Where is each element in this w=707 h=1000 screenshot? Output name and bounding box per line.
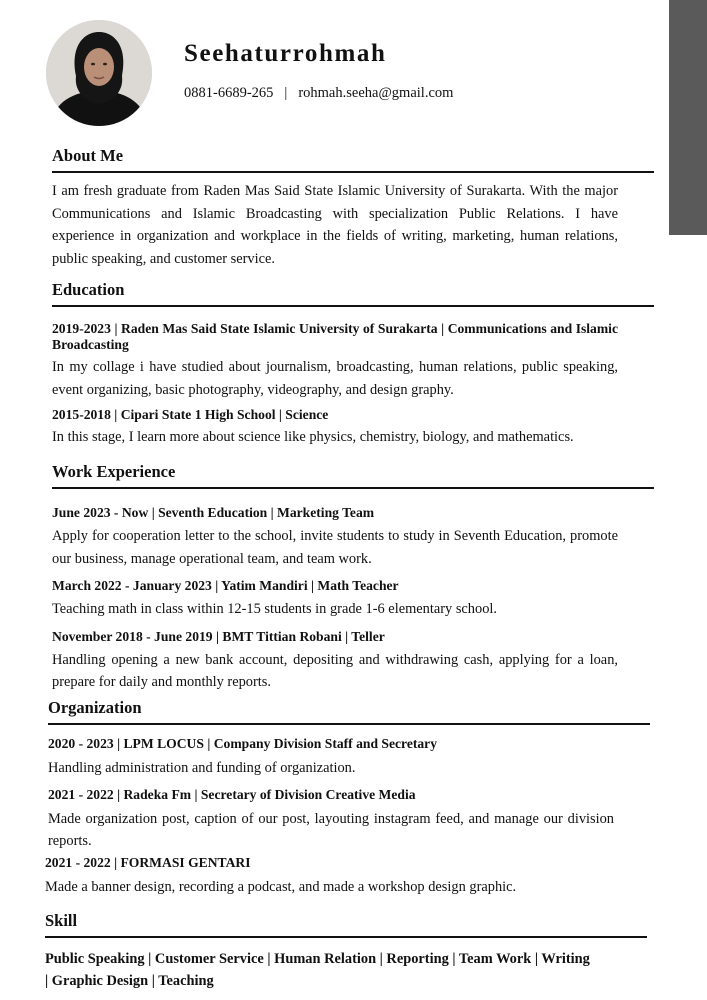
work-entry-title: June 2023 - Now | Seventh Education | Marketing Team [52, 505, 375, 520]
organization-entry-description: Handling administration and funding of organization. [48, 760, 356, 776]
education-entry-description: In my collage i have studied about journalism, broadcasting, human relations, public speaking, event organizing, basic photography, videography, and design graphy. [52, 359, 618, 398]
organization-entry-title: 2021 - 2022 | FORMASI GENTARI [45, 854, 251, 870]
about-text: I am fresh graduate from Raden Mas Said State Islamic University of Surakarta. With the major Communications and Islamic Broadcasting with specialization Public Relations. I have experience in organization and workplace in the fields of writing, marketing, human relations, public speaking, and customer service. [52, 183, 618, 267]
education-section [52, 280, 654, 449]
work-entry-title: March 2022 - January 2023 | Yatim Mandiri | Math Teacher [52, 578, 399, 593]
profile-photo [46, 20, 152, 126]
skill-section [45, 911, 647, 992]
education-entry-title: 2019-2023 | Raden Mas Said State Islamic University of Surakarta | Communications and Islamic Broadcasting [52, 321, 618, 352]
organization-entry-title: 2021 - 2022 | Radeka Fm | Secretary of Division Creative Media [48, 786, 416, 802]
education-entry-title: 2015-2018 | Cipari State 1 High School | Science [52, 407, 329, 422]
work-entry-description: Apply for cooperation letter to the school, invite students to study in Seventh Education, promote our business, manage operational team, and team work. [52, 528, 618, 567]
organization-entry-description: Made a banner design, recording a podcast, and made a workshop design graphic. [45, 878, 517, 895]
contact-info [184, 85, 453, 102]
section-heading-organization: Organization [48, 698, 650, 725]
contact-separator: | [284, 85, 288, 101]
organization-section [45, 698, 650, 898]
work-entry-description: Teaching math in class within 12-15 students in grade 1-6 elementary school. [52, 601, 497, 617]
organization-entry-description: Made organization post, caption of our post, layouting instagram feed, and manage our division reports. [48, 810, 614, 849]
email-address: rohmah.seeha@gmail.com [298, 85, 454, 101]
section-heading-work: Work Experience [52, 462, 654, 489]
section-heading-about: About Me [52, 146, 654, 173]
skills-list-line: Public Speaking | Customer Service | Human Relation | Reporting | Team Work | Writing [45, 951, 590, 967]
phone-number: 0881-6689-265 [184, 85, 274, 101]
organization-entry-title: 2020 - 2023 | LPM LOCUS | Company Division Staff and Secretary [48, 736, 438, 751]
education-entry-description: In this stage, I learn more about science like physics, chemistry, biology, and mathematics. [52, 429, 574, 445]
section-heading-skill: Skill [45, 911, 647, 938]
person-portrait-icon [46, 20, 152, 126]
section-heading-education: Education [52, 280, 654, 307]
work-experience-section [52, 462, 654, 694]
work-entry-title: November 2018 - June 2019 | BMT Tittian Robani | Teller [52, 628, 385, 644]
skills-list-line: | Graphic Design | Teaching [45, 973, 214, 989]
about-section [52, 146, 654, 270]
candidate-name: Seehaturrohmah [184, 40, 387, 67]
work-entry-description: Handling opening a new bank account, depositing and withdrawing cash, applying for a loan, prepare for daily and monthly reports. [52, 651, 618, 690]
scrollbar-thumb[interactable] [669, 0, 707, 235]
